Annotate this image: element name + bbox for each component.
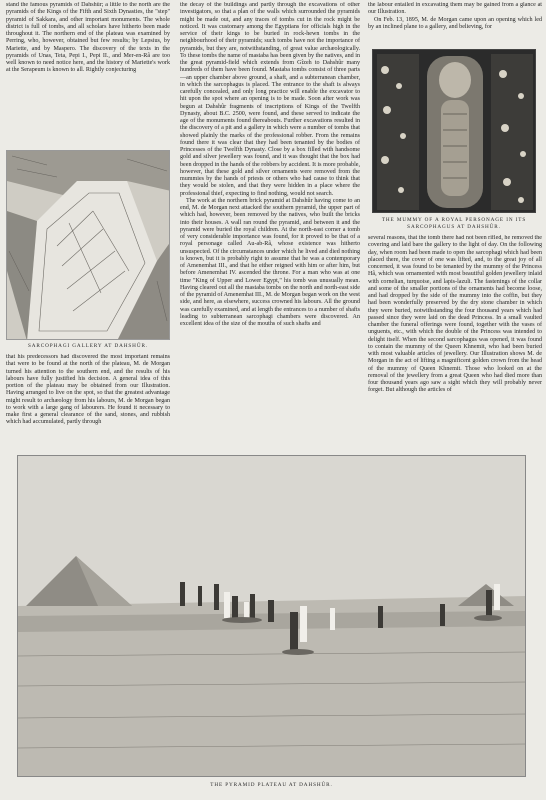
mummy-illustration [372,49,536,213]
sarcophagi-gallery-illustration [6,150,170,340]
article-column-left-top [6,2,170,147]
paragraph: On Feb. 13, 1895, M. de Morgan came upon an opening which led by an inclined plane to a gallery, and believing, for [368,16,542,30]
gallery-caption: SARCOPHAGI GALLERY AT DAHSHÛR. [27,343,149,349]
paragraph: stand the famous pyramids of Dahshûr; a little to the north are the pyramids of the Kings of the Fifth and Sixth Dynasties, the "step" pyramid of Sakkara, and other important monuments. The whole district is full of tombs, and all scholars have hitherto been made throughout it. The northern end of the plateau was examined by Perring, who, however, obtained but few results; by Lepsius, by Mariette, and by Maspero. The discovery of the texts in the pyramids of Unas, Teta, Pepi I., Pepi II., and Mer-en-Râ are too well known to need notice here, and the history of Mariette's work at the Serapeum is known to all. Rightly conjecturing [6,2,170,74]
paragraph: The work at the northern brick pyramid at Dahshûr having come to an end, M. de Morgan next attacked the southern pyramid, the upper part of which had, however, been removed by the natives, who built the bricks into their houses. A wall ran round the pyramid, and between it and the pyramid were buried the royal children. At the north-east corner a tomb of very considerable importance was found, for it proved to be that of a royal personage called Au-ab-Râ, whose existence was hitherto unsuspected. Of the circumstances under which he lived and died nothing is known, but it is probably right to assume that he was a contemporary of Amenemhat III., and that he either reigned with him or after him, but before Amenemhat IV. ascended the throne. For a man who was at one time "King of Upper and Lower Egypt," his tomb was unusually mean. Having cleared out all the mastaba tombs on the north and north-east side of the pyramid of Amenemhat III., M. de Morgan began work on the west side, and here, as elsewhere, success crowned his labours. All the ground was carefully examined, and at length the entrances to a number of shafts leading to subterranean sarcophagi chambers were discovered. An excellent idea of the size of the mouths of such shafts and [180,197,360,327]
article-column-left-bottom [6,354,170,452]
paragraph: that his predecessors had discovered the most important remains that were to be found at the north of the plateau, M. de Morgan turned his attention to the southern end, and the results of his labours have fully justified his decision. A general idea of this portion of the plateau may be obtained from our Illustration. Having arranged to live on the spot, so that the greatest advantage might result to archæology from his labours, M. de Morgan began to work with a large gang of labourers. He found it necessary to make first a general clearance of the sand, stones, and rubbish which had accumulated, partly through [6,354,170,426]
article-column-right-bottom [368,235,542,451]
pyramid-plateau-illustration [17,455,526,777]
gallery-engraving [7,151,170,340]
mummy-engraving [373,50,536,213]
plateau-caption: THE PYRAMID PLATEAU AT DAHSHÛR. [210,782,333,788]
article-column-right-top [368,2,542,40]
paragraph: the decay of the buildings and partly through the excavations of other investigators, so that a plan of the walls which surrounded the pyramids might be made out, and any traces of tombs cut in the rock might be noticed. It was customary among the Egyptians for officials high in the service of their kings to be buried in rock-hewn tombs in the neighbourhood of their pyramids; such tombs have not the importance of pyramids, but they are, notwithstanding, of great value archæologically. To these tombs the name of mastaba has been given by the natives, and in the great pyramid-field which extends from Gîzeh to Dahshûr many hundreds of them have been found. Mastaba tombs consist of three parts—an upper chamber above ground, a shaft, and a subterranean chamber, in which the sarcophagus is placed. The entrance to the shaft is always carefully concealed, and only long practice will enable the excavator to hit upon the spot where an opening is to be made. Soon after work was begun at Dahshûr fragments of inscriptions of Kings of the Twelfth Dynasty, about B.C. 2500, were found, and these served to indicate the age of the monuments found thereabouts. Further excavations resulted in the discovery of a pit and a gallery in which were a number of tombs that showed plainly the marks of the professional robber. From the remains found there it was clear that they had been tenanted by the bodies of Princesses of the Twelfth Dynasty. Close by a box filled with handsome gold and silver jewellery was found, and it was thought that the box had been dropped in the hands of the robbers by accident. It is more probable, however, that these gold and silver ornaments were removed from the mummies by the hands of priests or others who had cause to think that they would be stolen, and that they were hidden in a place where the professional thief, expecting to find nothing, would not search. [180,2,360,197]
article-column-middle [180,2,360,451]
mummy-caption: THE MUMMY OF A ROYAL PERSONAGE IN ITS SARCOPHAGUS AT DAHSHÛR. [381,217,527,230]
plateau-engraving [18,456,526,777]
paragraph: the labour entailed in excavating them may be gained from a glance at our Illustration. [368,2,542,16]
paragraph: several reasons, that the tomb there had not been rifled, he removed the covering and laid bare the gallery to the light of day. On the following day, when room had been made to open the sarcophagi which had been placed there, the cover of one was lifted, and, to the great joy of all concerned, it was found to be tenanted by the mummy of the Princess Hâ, which was ornamented with most beautiful golden jewellery inlaid with cornelian, turquoise, and lapis-lazuli. The fastenings of the collar and some of the smaller portions of the ornaments had become loose, and had dropped by the side of the mummy into the coffin, but they had been wonderfully preserved by the dry stone chamber in which they were buried, notwithstanding the four thousand years which had passed since they were laid on the dead Princess. In a small vaulted chamber the funeral offerings were found, together with the vases of unguents, etc., with which the double of the Princess was intended to delight itself. When the second sarcophagus was opened, it was found to contain the mummy of the Queen Khnemit, who had been buried with most valuable articles of jewellery. Our Illustration shows M. de Morgan in the act of lifting a magnificent golden crown from the head of the mummy of Queen Khnemit. Those who looked on at the removal of the jewellery from a great Queen who had died more than four thousand years ago saw a sight which they will probably never forget. But although the articles of [368,235,542,394]
